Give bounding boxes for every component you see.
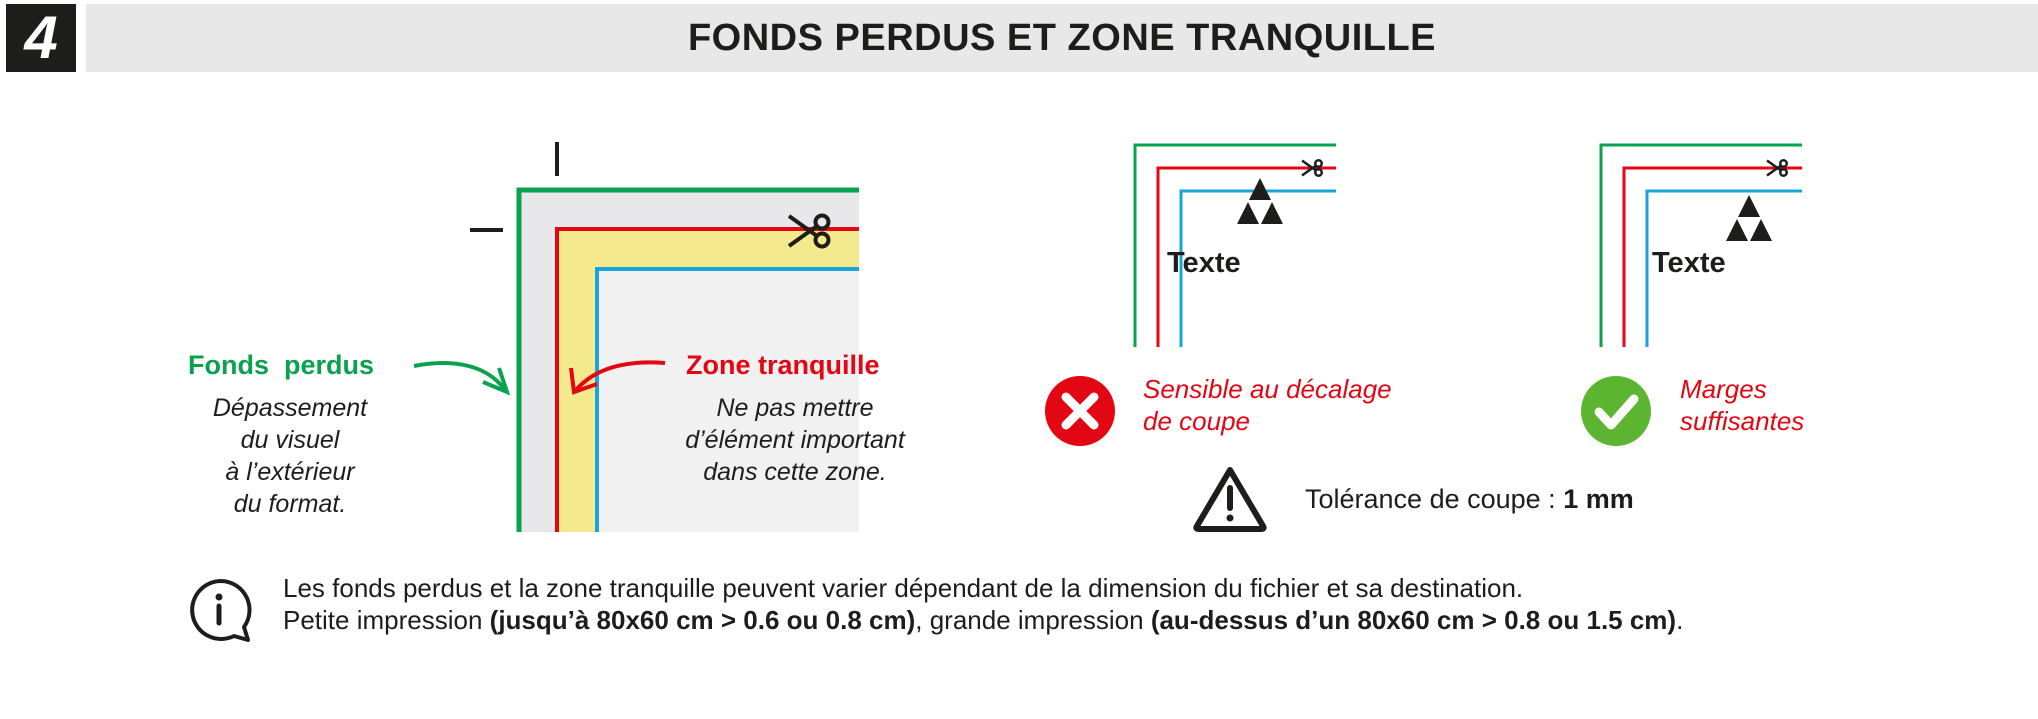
- step-number: 4: [24, 4, 58, 71]
- error-icon: [1044, 375, 1116, 447]
- example-bad-caption: [1143, 373, 1392, 437]
- tolerance-label: Tolérance de coupe :: [1305, 484, 1564, 514]
- example-caption-line: suffisantes: [1680, 406, 1805, 436]
- info-text: , grande impression: [915, 605, 1151, 635]
- bleed-arrow-icon: [414, 363, 507, 392]
- safe-zone-description: [640, 392, 950, 488]
- bleed-label: Fonds perdus: [188, 350, 375, 380]
- page-title: FONDS PERDUS ET ZONE TRANQUILLE: [687, 16, 1437, 59]
- example-sample-text: Texte: [1652, 247, 1726, 279]
- warning-icon: [1193, 466, 1267, 532]
- triangle-logo-icon: [1232, 178, 1288, 224]
- scissors-icon: [787, 213, 835, 249]
- cut-tolerance: [1305, 484, 1634, 515]
- info-note: [283, 572, 1683, 636]
- info-text: Petite impression: [283, 605, 490, 635]
- tolerance-value: 1 mm: [1563, 484, 1634, 514]
- check-icon: [1580, 375, 1652, 447]
- info-icon: [188, 577, 254, 643]
- safe-zone-description-line: dans cette zone.: [703, 458, 887, 486]
- example-caption-line: Sensible au décalage: [1143, 374, 1392, 404]
- info-text: .: [1676, 605, 1684, 635]
- safe-zone-description-line: Ne pas mettre: [716, 394, 874, 422]
- info-line: Les fonds perdus et la zone tranquille peuvent varier dépendant de la dimension du fichier et sa destination.: [283, 573, 1524, 603]
- info-bold-text: (au-dessus d’un 80x60 cm > 0.8 ou 1.5 cm): [1150, 605, 1677, 635]
- triangle-logo-icon: [1721, 195, 1777, 241]
- bleed-description: [160, 392, 420, 520]
- scissors-icon: [1301, 158, 1325, 178]
- safe-zone-label: Zone tranquille: [686, 350, 880, 380]
- bleed-description-line: Dépassement: [212, 394, 368, 422]
- safe-zone-description-line: d’élément important: [685, 426, 905, 454]
- example-caption-line: Marges: [1680, 374, 1767, 404]
- bleed-description-line: à l’extérieur: [225, 458, 355, 486]
- info-bold-text: (jusqu’à 80x60 cm > 0.6 ou 0.8 cm): [489, 605, 916, 635]
- example-sample-text: Texte: [1167, 247, 1241, 279]
- info-line: [283, 604, 1683, 636]
- scissors-icon: [1766, 158, 1790, 178]
- example-caption-line: de coupe: [1143, 406, 1250, 436]
- bleed-description-line: du format.: [233, 490, 347, 518]
- example-good-caption: [1680, 373, 1804, 437]
- bleed-description-line: du visuel: [240, 426, 340, 454]
